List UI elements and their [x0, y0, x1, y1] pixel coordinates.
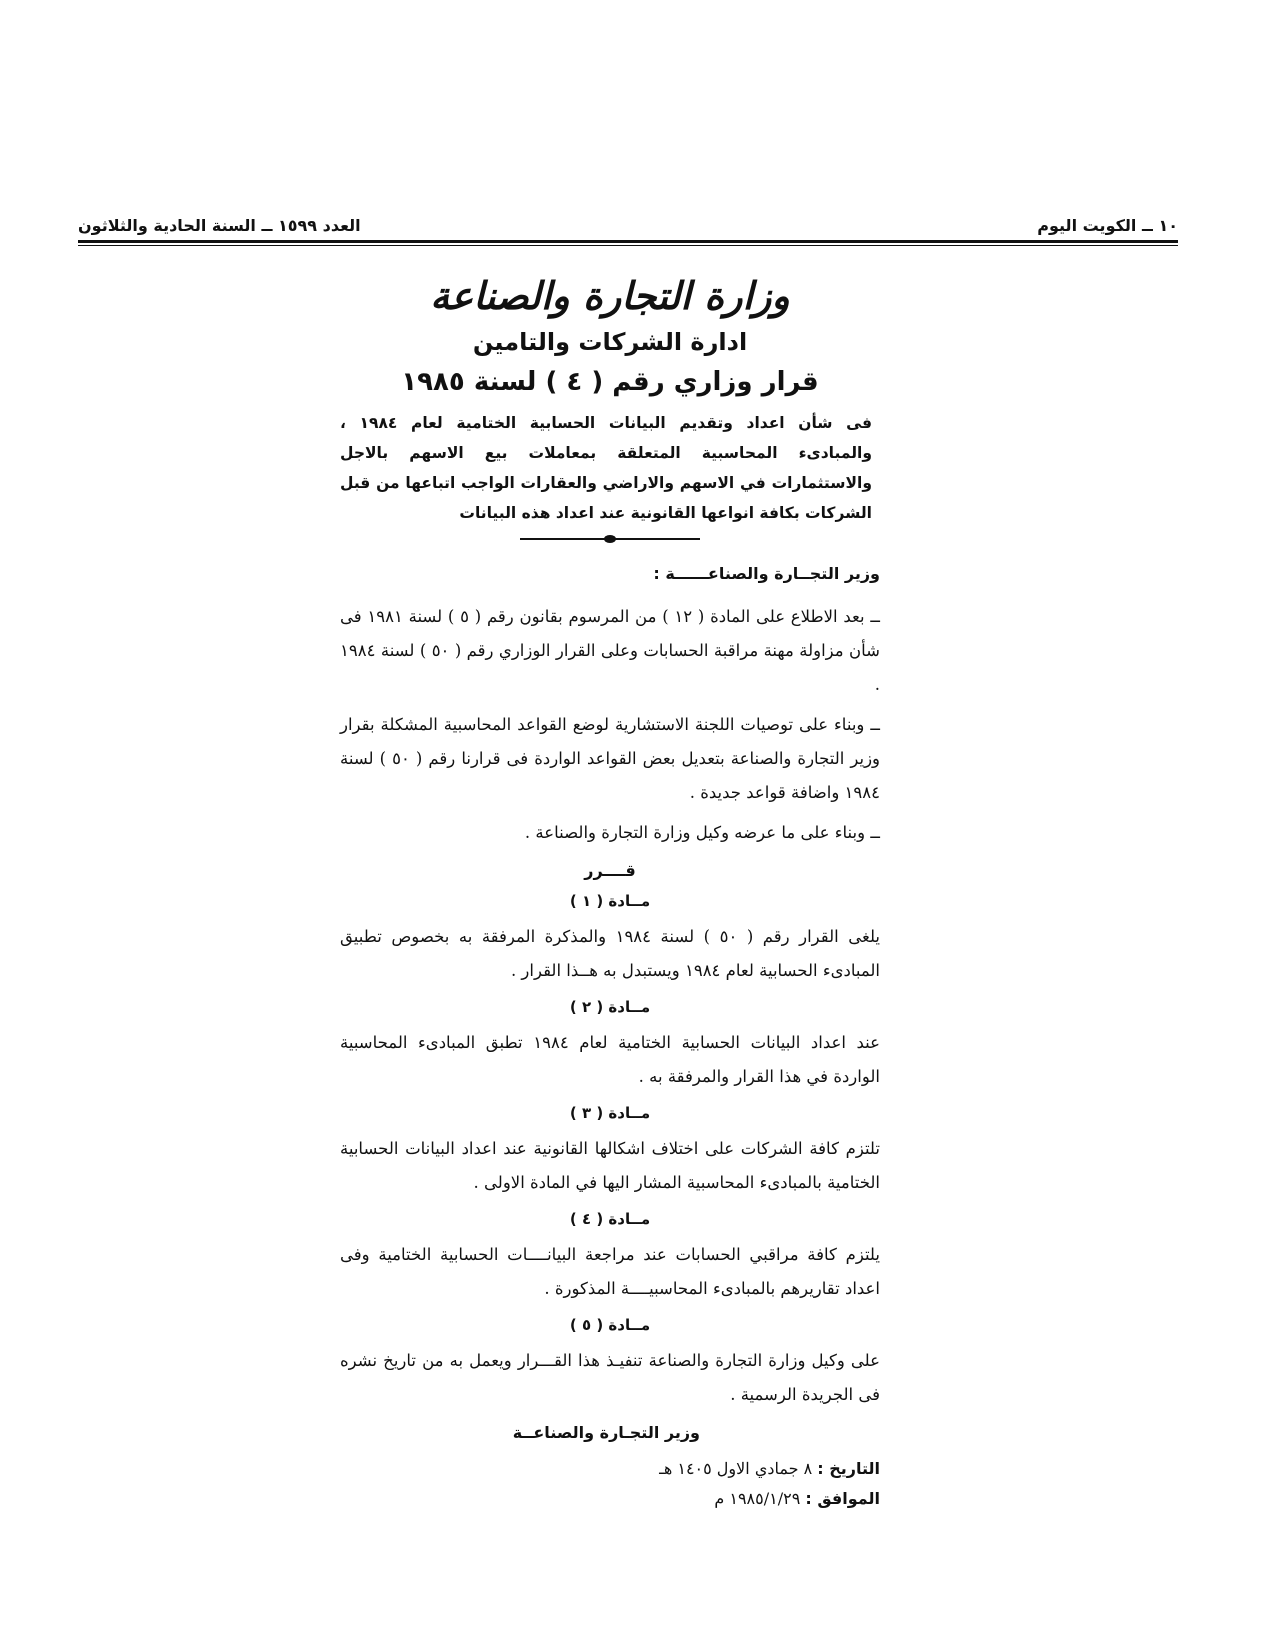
decree-subject: فى شأن اعداد وتقديم البيانات الحسابية الختامية لعام ١٩٨٤ ، والمبادىء المحاسبية المتعلقة بمعاملات بيع الاسهم بالاجل والاستثمارات في الاسهم والاراضي والعقارات الواجب اتباعها من قبل الشركات بكافة انواعها القانونية عند اعداد هذه البيانات — [340, 414, 872, 522]
issue-and-year: العدد ١٥٩٩ ــ السنة الحادية والثلاثون — [78, 216, 361, 235]
article-heading: مــادة ( ٤ ) — [569, 1210, 651, 1228]
decree-title: قرار وزاري رقم ( ٤ ) لسنة ١٩٨٥ — [401, 367, 819, 397]
header-rule — [78, 240, 1178, 243]
article-text: يلتزم كافة مراقبي الحسابات عند مراجعة البيانــــات الحسابية الختامية وفى اعداد تقاريرهم بالمبادىء المحاسبيــــة المذكورة . — [340, 1245, 880, 1298]
article-text: على وكيل وزارة التجارة والصناعة تنفيـذ هذا القـــرار ويعمل به من تاريخ نشره فى الجريدة الرسمية . — [340, 1351, 880, 1404]
page-number-and-paper: ١٠ ــ الكويت اليوم — [1037, 216, 1178, 235]
header-rule-thin — [78, 245, 1178, 246]
hijri-date-value: ٨ جمادي الاول ١٤٠٥ هـ — [659, 1459, 813, 1478]
preamble-paragraph: ــ وبناء على ما عرضه وكيل وزارة التجارة والصناعة . — [524, 823, 880, 842]
article-heading: مــادة ( ٣ ) — [569, 1104, 651, 1122]
ornamental-divider — [520, 538, 700, 540]
gregorian-date-label: الموافق : — [805, 1489, 880, 1508]
decided-heading: قــــرر — [584, 861, 636, 880]
running-header — [78, 212, 1178, 242]
hijri-date-line — [340, 1454, 880, 1484]
preamble-paragraph: ــ وبناء على توصيات اللجنة الاستشارية لوضع القواعد المحاسبية المشكلة بقرار وزير التجارة والصناعة بتعديل بعض القواعد الواردة فى قرارنا رقم ( ٥٠ ) لسنة ١٩٨٤ واضافة قواعد جديدة . — [340, 715, 881, 802]
decree-column — [340, 270, 880, 1514]
article-text: عند اعداد البيانات الحسابية الختامية لعام ١٩٨٤ تطبق المبادىء المحاسبية الواردة في هذا القرار والمرفقة به . — [340, 1033, 880, 1086]
article-text: تلتزم كافة الشركات على اختلاف اشكالها القانونية عند اعداد البيانات الحسابية الختامية بالمبادىء المحاسبية المشار اليها في المادة الاولى . — [340, 1139, 880, 1192]
gregorian-date-value: ١٩٨٥/١/٢٩ م — [714, 1489, 801, 1508]
hijri-date-label: التاريخ : — [817, 1459, 880, 1478]
article-heading: مــادة ( ٥ ) — [569, 1316, 651, 1334]
article-text: يلغى القرار رقم ( ٥٠ ) لسنة ١٩٨٤ والمذكرة المرفقة به بخصوص تطبيق المبادىء الحسابية لعام ١٩٨٤ ويستبدل به هــذا القرار . — [340, 927, 880, 980]
ministry-name: وزارة التجارة والصناعة — [430, 273, 790, 318]
minister-signature: وزير التجـارة والصناعــة — [512, 1423, 700, 1442]
article-heading: مــادة ( ٢ ) — [569, 998, 651, 1016]
article-heading: مــادة ( ١ ) — [569, 892, 651, 910]
department-name: ادارة الشركات والتامين — [472, 328, 748, 356]
addressee: وزير التجــارة والصناعــــــة : — [653, 564, 880, 583]
preamble-paragraph: ــ بعد الاطلاع على المادة ( ١٢ ) من المرسوم بقانون رقم ( ٥ ) لسنة ١٩٨١ فى شأن مزاولة مهنة مراقبة الحسابات وعلى القرار الوزاري رقم ( ٥٠ ) لسنة ١٩٨٤ . — [340, 607, 880, 694]
gregorian-date-line — [340, 1484, 880, 1514]
